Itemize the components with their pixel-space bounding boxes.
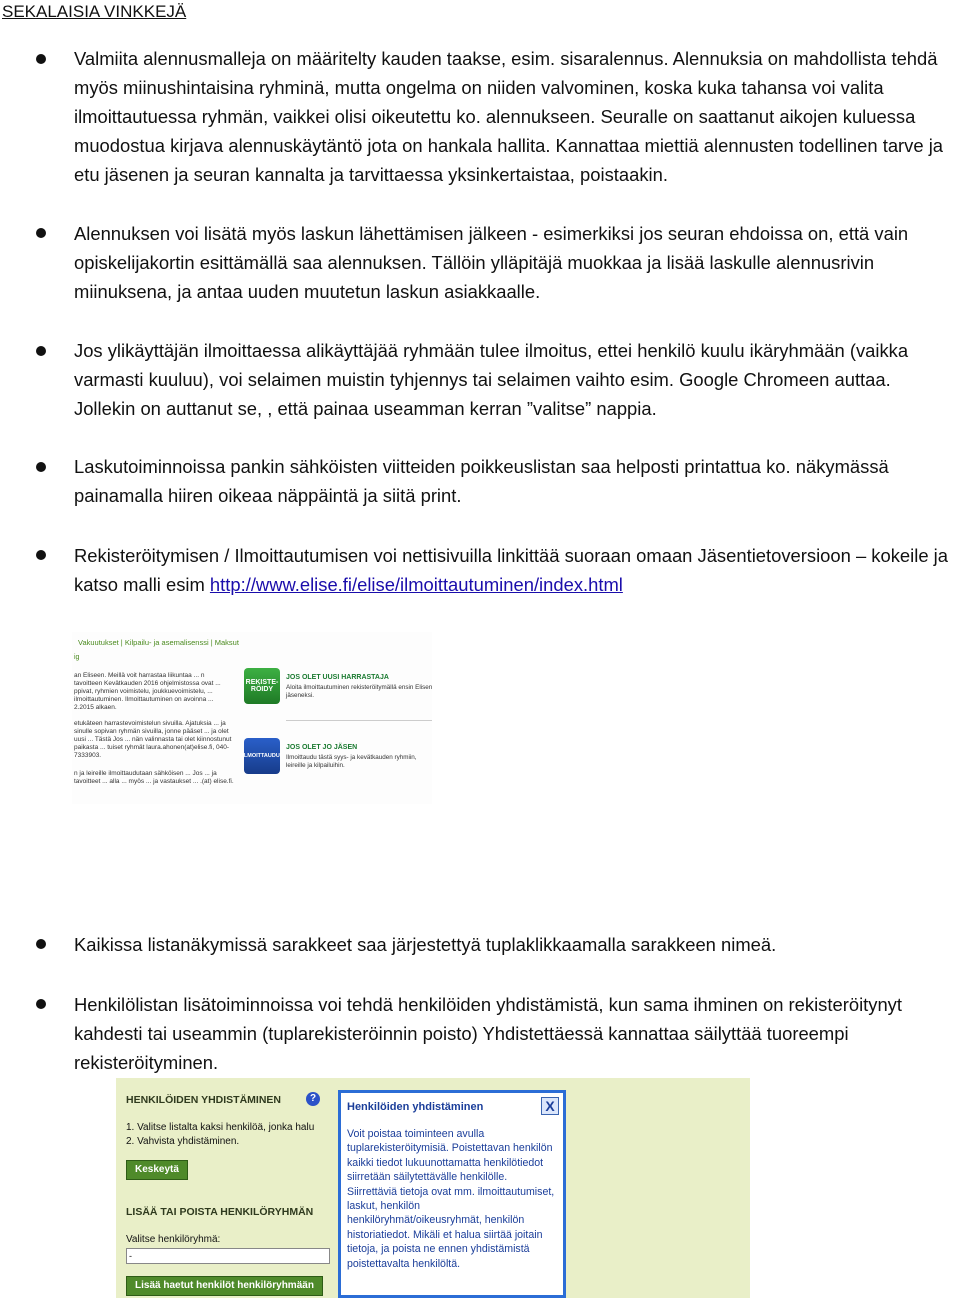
tip-registration-text: Rekisteröitymisen / Ilmoittautumisen voi nettisivuilla linkittää suoraan omaan Jäsentietoversioon – kokeile ja katso malli esim (74, 545, 948, 595)
group-select[interactable]: - (126, 1248, 330, 1264)
tip-column-sorting: Kaikissa listanäkymissä sarakkeet saa järjestettyä tuplaklikkaamalla sarakkeen nimeä. (74, 934, 777, 955)
tip-registration-link (74, 541, 954, 599)
merge-title: HENKILÖIDEN YHDISTÄMINEN (126, 1094, 281, 1106)
register-button[interactable]: REKISTE-RÖIDY (244, 668, 280, 704)
registration-link[interactable]: http://www.elise.fi/elise/ilmoittautuminen/index.html (209, 574, 623, 595)
site-intro-text: an Eliseen. Meillä voit harrastaa liikuntaa ... n tavoitteen Kevätkauden 2016 ohjelmistossa ovat ... ppivat, ryhmien voimistelu, joukkuevoimistelu, ... ilmoittautuminen. Ilmoittautuminen on avoinna ... 2.2015 alkaen. (74, 672, 221, 711)
bullet-dot (36, 346, 46, 356)
tip-discount-after-invoice: Alennuksen voi lisätä myös laskun lähettämisen jälkeen - esimerkiksi jos seuran ehdoissa on, että vain opiskelijakortin esittämällä saa alennuksen. Tällöin ylläpitäjä muokkaa ja lisää laskulle alennusrivin miinuksena, ja antaa uuden muutetun laskun asiakkaalle. (74, 223, 909, 302)
help-icon[interactable]: ? (306, 1092, 320, 1106)
tip-merge-persons: Henkilölistan lisätoiminnoissa voi tehdä henkilöiden yhdistämistä, kun sama ihminen on rekisteröitynyt kahdesti tai useammin (tuplarekisteröinnin poisto) Yhdistettäessä kannattaa säilyttää tuoreempi rekisteröityminen. (74, 994, 902, 1073)
divider (286, 720, 432, 721)
signup-button[interactable]: ILMOITTAUDU! (244, 738, 280, 774)
person-group-heading: LISÄÄ TAI POISTA HENKILÖRYHMÄN (126, 1206, 314, 1218)
existing-member-desc: Ilmoittaudu tästä syys- ja kevätkauden ryhmiin, leireille ja kilpailuihin. (286, 754, 417, 769)
popup-text: Voit poistaa toiminteen avulla tuplarekisteröitymisiä. Poistettavan henkilön kaikki tiedot lukuunottamatta henkilötiedot siirretään säilytettävälle henkilölle. Siirrettäviä tietoja ovat mm. ilmoittautumiset, laskut, henkilön henkilöryhmät/oikeusryhmät, henkilön historiatiedot. Mikäli et halua siirtää joitain tietoja, ja poista ne ennen yhdistämistä poistettavalta henkilöltä. (347, 1128, 555, 1270)
merge-step-1: 1. Valitse listalta kaksi henkilöä, jonka halu (126, 1122, 315, 1133)
popup-title: Henkilöiden yhdistäminen (347, 1101, 484, 1113)
merge-persons-screenshot (116, 1078, 750, 1298)
website-screenshot (72, 632, 432, 804)
site-camp-text: n ja leireille ilmoittaudutaan sähköisen ... Jos ... ja tavoitteet ... alla ... myös ... ja vastaukset ... .(at) elise.fi. (74, 770, 234, 785)
site-nav-fragment: ig (74, 654, 80, 661)
bullet-dot (36, 228, 46, 238)
bullet-dot (36, 939, 46, 949)
site-info-text: etukäteen harrastevoimistelun sivuilla. Ajatuksia ... ja sinulle sopivan ryhmän sivuilla, jonne pääset ... ja olet uusi ... Tästä Jos ... nän valinnasta tai olet kiinnostunut paikasta ... tuiset ryhmät laura.ahonen(at)elise.fi, 040-7333903. (74, 720, 232, 759)
bullet-dot (36, 550, 46, 560)
existing-member-heading: JOS OLET JO JÄSEN (286, 744, 358, 751)
close-icon[interactable]: X (541, 1097, 559, 1115)
site-nav: Vakuutukset | Kilpailu- ja asemalisenssi | Maksut (78, 638, 239, 647)
cancel-button[interactable]: Keskeytä (126, 1160, 188, 1180)
bullet-dot (36, 54, 46, 64)
add-to-group-button[interactable]: Lisää haetut henkilöt henkilöryhmään (126, 1276, 323, 1296)
tip-age-group-notice: Jos ylikäyttäjän ilmoittaessa alikäyttäjää ryhmään tulee ilmoitus, ettei henkilö kuulu ikäryhmään (vaikka varmasti kuuluu), voi selaimen muistin tyhjennys tai selaimen vaihto esim. Google Chromeen auttaa. Jollekin on auttanut se, , että painaa useamman kerran ”valitse” nappia. (74, 340, 909, 419)
page-title: SEKALAISIA VINKKEJÄ (2, 2, 187, 21)
new-member-heading: JOS OLET UUSI HARRASTAJA (286, 674, 389, 681)
bullet-dot (36, 462, 46, 472)
tip-print-exceptions: Laskutoiminnoissa pankin sähköisten viitteiden poikkeuslistan saa helposti printattua ko. näkymässä painamalla hiiren oikeaa näppäintä ja siitä print. (74, 456, 889, 506)
merge-step-2: 2. Vahvista yhdistäminen. (126, 1136, 240, 1147)
tip-discount-models: Valmiita alennusmalleja on määritelty kauden taakse, esim. sisaralennus. Alennuksia on mahdollista tehdä myös miinushintaisina ryhminä, mutta ongelma on niiden valvominen, koska kuka tahansa voi valita ilmoittautuessa ryhmän, vaikkei olisi oikeutettu ko. alennukseen. Seuralle on saattanut aikojen kuluessa muodostua kirjava alennuskäytäntö jota on hankala hallita. Kannattaa miettiä alennusten todellinen tarve ja etu jäsenen ja seuran kannalta ja tarvittaessa yksinkertaistaa, poistaakin. (74, 48, 944, 185)
new-member-desc: Aloita ilmoittautuminen rekisteröitymällä ensin Elisen jäseneksi. (286, 684, 432, 699)
merge-help-popup (338, 1090, 566, 1298)
select-group-label: Valitse henkilöryhmä: (126, 1234, 221, 1245)
bullet-dot (36, 999, 46, 1009)
